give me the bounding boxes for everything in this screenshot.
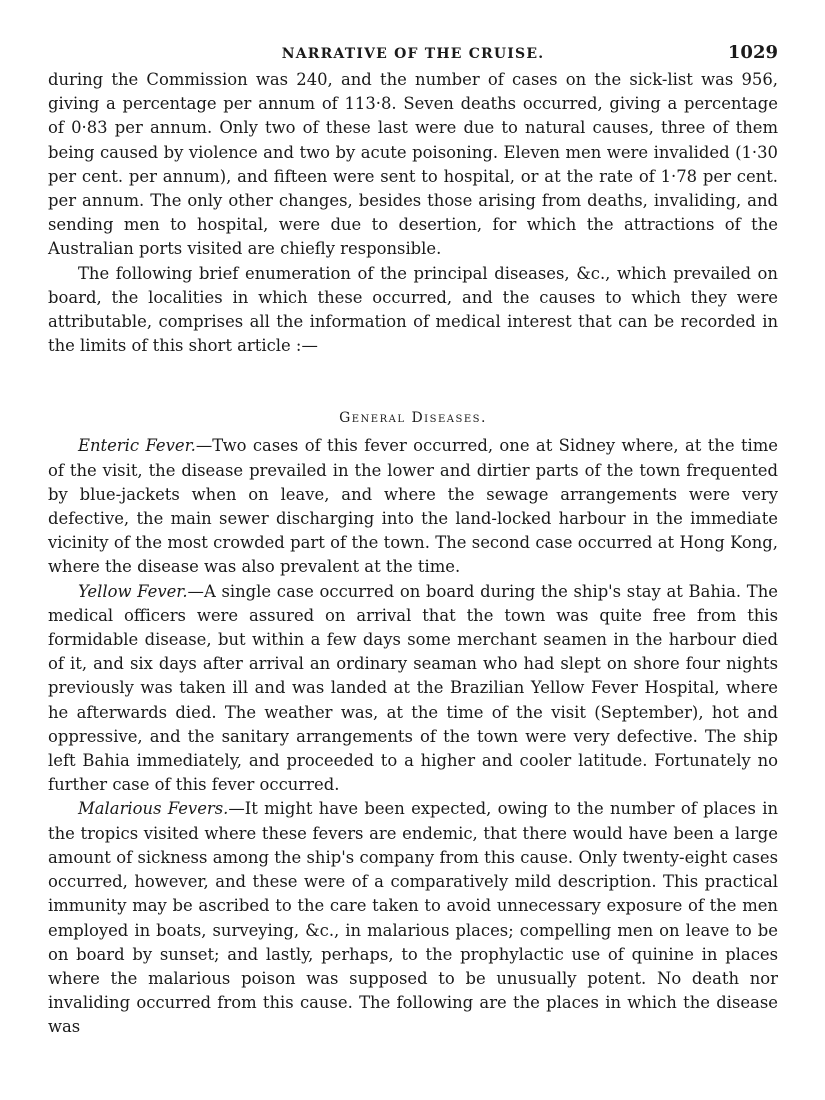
paragraph-enumeration-intro: The following brief enumeration of the principal diseases, &c., which prevailed on board, the localities in which these occurred, and the causes to which they were attributable, comprises all the information of medical interest that can be recorded in the limits of this short article :— bbox=[48, 263, 778, 356]
page-number: 1029 bbox=[727, 42, 778, 63]
running-title: NARRATIVE OF THE CRUISE. bbox=[281, 46, 545, 62]
topic-title-yellow-fever: Yellow Fever. bbox=[78, 581, 188, 601]
page-header bbox=[48, 40, 778, 68]
topic-body-yellow-fever: —A single case occurred on board during the ship's stay at Bahia. The medical officers were assured on arrival that the town was quite free from this formidable disease, but within a few days some merchant seamen in the harbour died of it, and six days after arrival an ordinary seaman who had slept on shore four nights previously was taken ill and was landed at the Brazilian Yellow Fever Hospital, where he afterwards died. The weather was, at the time of the visit (September), hot and oppressive, and the sanitary arrangements of the town were very defective. The ship left Bahia immediately, and proceeded to a higher and cooler latitude. Fortunately no further case of this fever occurred. bbox=[48, 581, 778, 795]
topic-title-malarious-fevers: Malarious Fevers. bbox=[78, 799, 229, 819]
paragraph-yellow-fever bbox=[48, 580, 778, 798]
section-heading-general-diseases: General Diseases. bbox=[339, 410, 487, 427]
paragraph-enteric-fever bbox=[48, 434, 778, 579]
topic-body-malarious-fevers: —It might have been expected, owing to the number of places in the tropics visited where these fevers are endemic, that there would have been a large amount of sickness among the ship's company from this cause. Only twenty-eight cases occurred, however, and these were of a comparatively mild description. This practical immunity may be ascribed to the care taken to avoid unnecessary exposure of the men employed in boats, surveying, &c., in malarious places; compelling men on leave to be on board by sunset; and lastly, perhaps, to the prophylactic use of quinine in places where the malarious poison was supposed to be unusually potent. No death nor invaliding occurred from this cause. The following are the places in which the disease was bbox=[48, 799, 778, 1037]
document-page bbox=[48, 40, 778, 1040]
topic-body-enteric-fever: —Two cases of this fever occurred, one at Sidney where, at the time of the visit, the disease prevailed in the lower and dirtier parts of the town frequented by blue-jackets when on leave, and where the sewage arrangements were very defective, the main sewer discharging into the land-locked harbour in the immediate vicinity of the most crowded part of the town. The second case occurred at Hong Kong, where the disease was also prevalent at the time. bbox=[48, 436, 779, 577]
paragraph-commission-statistics: during the Commission was 240, and the number of cases on the sick-list was 956, giving a percentage per annum of 113·8. Seven deaths occurred, giving a percentage of 0·83 per annum. Only two of these last were due to natural causes, three of them being caused by violence and two by acute poisoning. Eleven men were invalided (1·30 per cent. per annum), and fifteen were sent to hospital, or at the rate of 1·78 per cent. per annum. The only other changes, besides those arising from deaths, invaliding, and sending men to hospital, were due to desertion, for which the attractions of the Australian ports visited are chiefly responsible. bbox=[48, 70, 778, 259]
topic-title-enteric-fever: Enteric Fever. bbox=[78, 436, 196, 456]
paragraph-malarious-fevers bbox=[48, 797, 778, 1039]
